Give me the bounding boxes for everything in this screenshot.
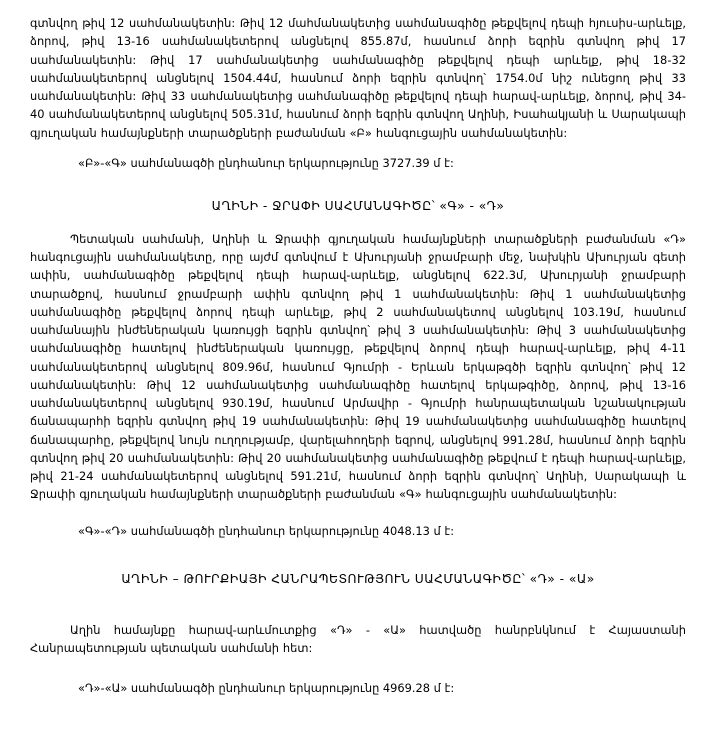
spacer-after-paragraph-3 <box>30 657 686 679</box>
section-heading-aghin-jrap: ԱՂԻՆԻ - ՋՐԱՓԻ ՍԱՀՄԱՆԱԳԻԾԸ՝ «Գ» - «Դ» <box>211 198 505 213</box>
paragraph-boundary-d-a-description: Աղին համայնքը հարավ-արևմուտքից «Դ» - «Ա» հատվածը հանրբնկնում է Հայաստանի Հանրապետության պետական սահմանի հետ: <box>30 622 686 655</box>
spacer-after-paragraph-1 <box>30 142 686 154</box>
paragraph-continuation-boundary-b-g: գտնվող թիվ 12 սահմանակետին: Թիվ 12 մահմանակետից սահմանագիծը թեքվելով դեպի հյուսիս-արևելք, ձորով, թիվ 13-16 սահմանակետերով անցնելով 855.87մ, հասնում ձորի եզրին գտնվող թիվ 17 սահմանակետին: Թիվ 17 սահմանակետից սահմանագիծը թեքվելով դեպի արևելք, թիվ 18-32 սահմանակետերով անցնելով 1504.44մ, հասնում ձորի եզրին գտնվող՝ 1754.0մ նիշ ունեցող թիվ 33 սահմանակետին: Թիվ 33 սահմանակետից սահմանագիծը թեքվելով դեպի հարավ-արևելք, ձորով, թիվ 34-40 սահմանակետերով անցնելով 505.31մ, հասնում ձորի եզրին գտնվող Աղինի, Իսահակյանի և Սարակապի գյուղական համայնքների տարածքների բաժանման «Բ» հանգուցային սահմանակետին: <box>30 16 686 140</box>
measurement-statement-b-g: «Բ»-«Գ» սահմանագծի ընդհանուր երկարությունը 3727.39 մ է: <box>78 155 454 170</box>
measurement-statement-d-a: «Դ»-«Ա» սահմանագծի ընդհանուր երկարությունը 4969.28 մ է: <box>78 681 455 695</box>
spacer-before-heading-1 <box>30 172 686 197</box>
spacer-after-paragraph-2 <box>30 504 686 522</box>
document-content <box>30 14 686 697</box>
section-heading-aghin-turkey: ԱՂԻՆԻ – ԹՈՒՐՔԻԱՅԻ ՀԱՆՐԱՊԵՏՈՒԹՅՈՒՆ ՍԱՀՄԱՆԱԳԻԾԸ՝ «Դ» - «Ա» <box>121 571 595 586</box>
spacer-before-heading-2 <box>30 540 686 570</box>
spacer-after-heading-2 <box>30 588 686 621</box>
measurement-statement-g-d: «Գ»-«Դ» սահմանագծի ընդհանուր երկարությունը 4048.13 մ է: <box>78 523 455 538</box>
paragraph-boundary-g-d-description: Պետական սահմանի, Աղինի և Ջրափի գյուղական համայնքների տարածքների բաժանման «Դ» հանգուցային սահմանակետը, որը այժմ գտնվում է Ախուրյանի ջրամբարի մեջ, նախկին Ախուրյան գետի ափին, սահմանագիծը թեքվելով դեպի հարավ-արևելք, անցնելով 622.3մ, Ախուրյանի ջրամբարի տարածքով, հասնում ջրամբարի ափին գտնվող թիվ 1 սահմանակետին: Թիվ 1 սահմանակետից սահմանագիծը թեքվելով ձորով դեպի արևելք, թիվ 2 սահմանակետով անցնելով 103.19մ, հասնում սահմանային ինժեներական կառույցի եզրին գտնվող՝ թիվ 3 սահմանակետին: Թիվ 3 սահմանակետից սահմանագիծը հատելով ինժեներական կառույցը, թեքվելով ձորով դեպի հարավ-արևելք, թիվ 4-11 սահմանակետերով անցնելով 809.96մ, հասնում Գյումրի - Երևան երկաթգծի եզրին գտնվող՝ թիվ 12 սահմանակետին: Թիվ 12 սահմանակետից սահմանագիծը հատելով երկաթգիծը, ձորով, թիվ 13-16 սահմանակետերով անցնելով 930.19մ, հասնում Արմավիր - Գյումրի հանրապետական նշանակության ճանապարհի եզրին գտնվող թիվ 19 սահմանակետին: Թիվ 19 սահմանակետից սահմանագիծը հատելով ճանապարհը, թեքվելով նույն ուղղությամբ, վարելահողերի եզրով, անցնելով 991.28մ, հասնում ձորի եզրին գտնվող թիվ 20 սահմանակետին: Թիվ 20 սահմանակետից սահմանագիծը թեքվում է դեպի հարավ-արևելք, թիվ 21-24 սահմանակետերով անցնելով 591.21մ, հասնում ձորի եզրին գտնվող՝ Աղինի, Սարակապի և Ջրափի գյուղական համայնքների տարածքների բաժանման «Գ» հանգուցային սահմանակետին: <box>30 231 686 502</box>
spacer-after-heading-1 <box>30 215 686 230</box>
